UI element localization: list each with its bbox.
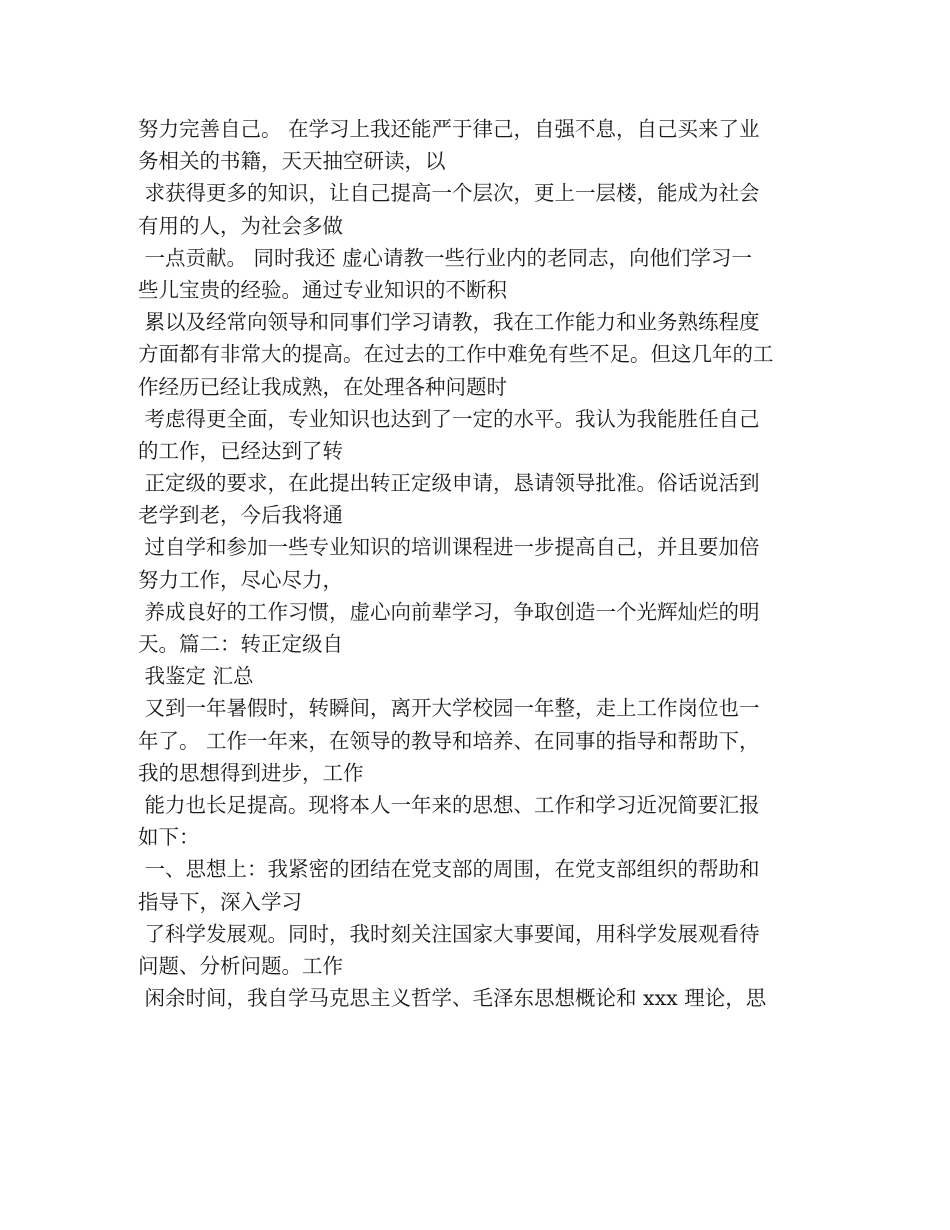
- document-body: [138, 113, 818, 1014]
- text-line: 了科学发展观。同时，我时刻关注国家大事要闻，用科学发展观看待: [138, 921, 760, 946]
- text-line: 正定级的要求，在此提出转正定级申请，恳请领导批准。俗话说活到: [138, 471, 760, 496]
- text-line: 努力完善自己。 在学习上我还能严于律己，自强不息，自己买来了业: [138, 117, 760, 141]
- text-line: 些儿宝贵的经验。通过专业知识的不断积: [138, 277, 507, 302]
- text-line: 一、思想上：我紧密的团结在党支部的周围，在党支部组织的帮助和: [138, 857, 760, 882]
- text-line: 方面都有非常大的提高。在过去的工作中难免有些不足。但这几年的工: [138, 342, 774, 367]
- text-line: 我的思想得到进步，工作: [138, 760, 364, 785]
- text-line: 能力也长足提高。现将本人一年来的思想、工作和学习近况简要汇报: [138, 792, 760, 817]
- text-line: 又到一年暑假时，转瞬间，离开大学校园一年整，走上工作岗位也一: [138, 696, 760, 721]
- text-line: 有用的人，为社会多做: [138, 213, 343, 238]
- text-line: 一点贡献。 同时我还 虚心请教一些行业内的老同志，向他们学习一: [138, 245, 753, 270]
- text-line: 的工作，已经达到了转: [138, 438, 343, 463]
- text-line: 过自学和参加一些专业知识的培训课程进一步提高自己，并且要加倍: [138, 535, 760, 560]
- text-line: 求获得更多的知识，让自己提高一个层次，更上一层楼，能成为社会: [138, 181, 760, 206]
- text-line: 作经历已经让我成熟，在处理各种问题时: [138, 374, 507, 399]
- text-line: 老学到老，今后我将通: [138, 503, 343, 528]
- text-line: 务相关的书籍，天天抽空研读，以: [138, 149, 446, 174]
- text-line: 养成良好的工作习惯，虚心向前辈学习，争取创造一个光辉灿烂的明: [138, 599, 760, 624]
- text-line: 我鉴定 汇总: [138, 664, 254, 689]
- text-line: 指导下，深入学习: [138, 889, 302, 914]
- text-line: 闲余时间，我自学马克思主义哲学、毛泽东思想概论和 xxx 理论，思: [138, 986, 767, 1011]
- text-line: 如下：: [138, 825, 200, 850]
- text-line: 累以及经常向领导和同事们学习请教，我在工作能力和业务熟练程度: [138, 310, 760, 335]
- text-line: 努力工作，尽心尽力，: [138, 567, 343, 592]
- text-line: 考虑得更全面，专业知识也达到了一定的水平。我认为我能胜任自己: [138, 406, 760, 431]
- text-line: 问题、分析问题。工作: [138, 953, 343, 978]
- text-line: 天。篇二：转正定级自: [138, 632, 343, 656]
- text-line: 年了。 工作一年来，在领导的教导和培养、在同事的指导和帮助下，: [138, 728, 760, 753]
